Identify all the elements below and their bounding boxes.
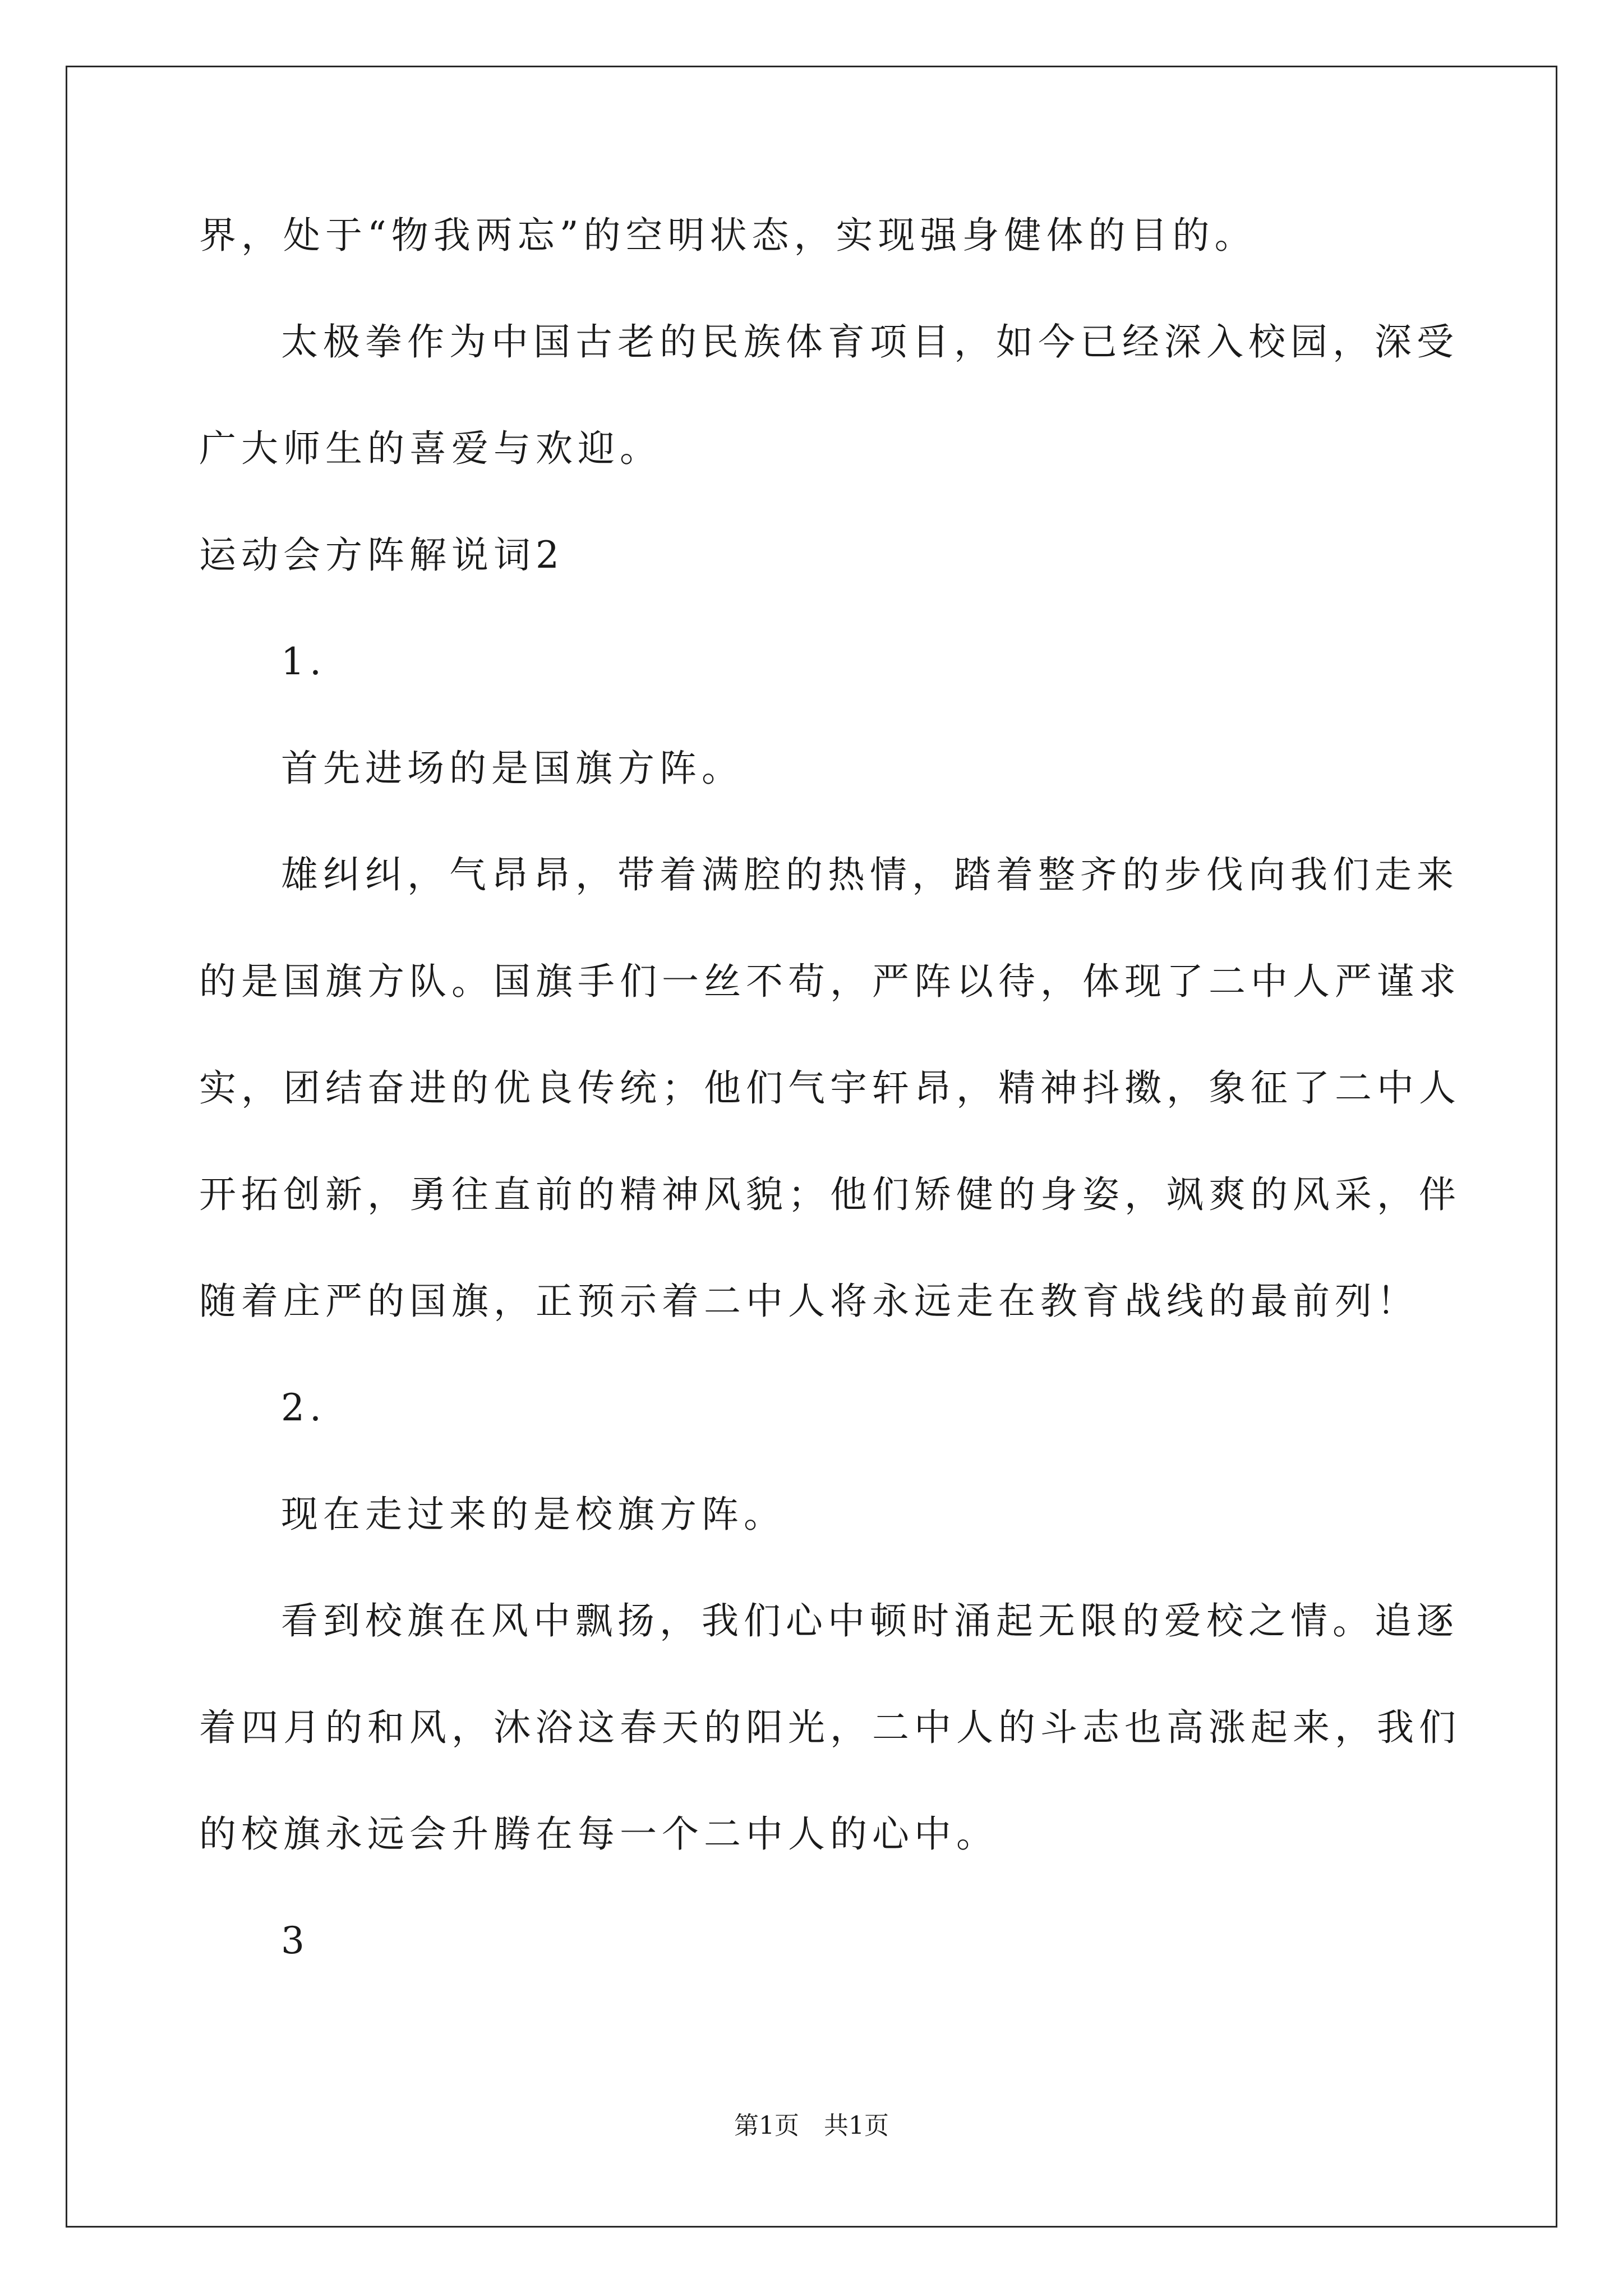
paragraph-line: 雄纠纠，气昂昂，带着满腔的热情，踏着整齐的步伐向我们走来	[281, 853, 1459, 896]
paragraph-line: 的是国旗方队。国旗手们一丝不苟，严阵以待，体现了二中人严谨求	[199, 960, 1461, 1003]
paragraph-line: 首先进场的是国旗方阵。	[281, 747, 744, 790]
list-number: 2.	[281, 1386, 326, 1429]
paragraph-line: 太极拳作为中国古老的民族体育项目，如今已经深入校园，深受	[281, 320, 1459, 364]
paragraph-line: 随着庄严的国旗，正预示着二中人将永远走在教育战线的最前列！	[199, 1280, 1419, 1323]
paragraph-line: 看到校旗在风中飘扬，我们心中顿时涌起无限的爱校之情。追逐	[281, 1599, 1459, 1642]
paragraph-line: 着四月的和风，沐浴这春天的阳光，二中人的斗志也高涨起来，我们	[199, 1706, 1461, 1749]
list-number: 1.	[281, 640, 326, 683]
section-heading: 运动会方阵解说词2	[199, 533, 564, 577]
paragraph-line: 界，处于“物我两忘”的空明状态，实现强身健体的目的。	[199, 214, 1257, 257]
paragraph-line: 广大师生的喜爱与欢迎。	[199, 427, 662, 470]
page-footer: 第1页 共1页	[734, 2111, 889, 2140]
paragraph-line: 现在走过来的是校旗方阵。	[281, 1493, 786, 1536]
paragraph-line: 开拓创新，勇往直前的精神风貌；他们矫健的身姿，飒爽的风采，伴	[199, 1173, 1461, 1216]
paragraph-line: 实，团结奋进的优良传统；他们气宇轩昂，精神抖擞，象征了二中人	[199, 1066, 1461, 1110]
paragraph-line: 的校旗永远会升腾在每一个二中人的心中。	[199, 1812, 998, 1856]
list-number: 3	[281, 1919, 310, 1962]
page-border	[66, 66, 1557, 2228]
